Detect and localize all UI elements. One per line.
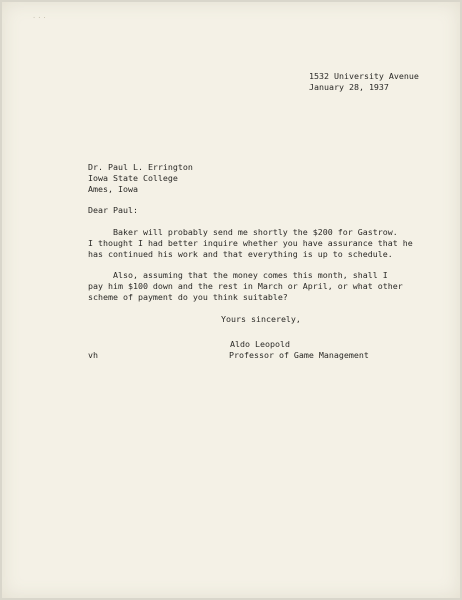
faint-corner-mark: ... [32, 12, 48, 20]
signature-title: Professor of Game Management [229, 350, 369, 360]
paragraph1-line2: I thought I had better inquire whether you have assurance that he [88, 238, 413, 248]
recipient-city: Ames, Iowa [88, 184, 138, 194]
paragraph1-line1: Baker will probably send me shortly the $200 for Gastrow. [88, 227, 398, 237]
signature-name: Aldo Leopold [230, 339, 290, 349]
closing: Yours sincerely, [221, 314, 301, 324]
typist-initials: vh [88, 350, 98, 360]
paragraph2-line1: Also, assuming that the money comes this month, shall I [88, 270, 388, 280]
paragraph1-line3: has continued his work and that everything is up to schedule. [88, 249, 393, 259]
recipient-name: Dr. Paul L. Errington [88, 162, 193, 172]
paragraph2-line2: pay him $100 down and the rest in March or April, or what other [88, 281, 403, 291]
paragraph2-line3: scheme of payment do you think suitable? [88, 292, 288, 302]
sender-street-address: 1532 University Avenue [309, 71, 419, 81]
recipient-institution: Iowa State College [88, 173, 178, 183]
salutation: Dear Paul: [88, 205, 138, 215]
letter-date: January 28, 1937 [309, 82, 389, 92]
letter-page [2, 2, 460, 598]
